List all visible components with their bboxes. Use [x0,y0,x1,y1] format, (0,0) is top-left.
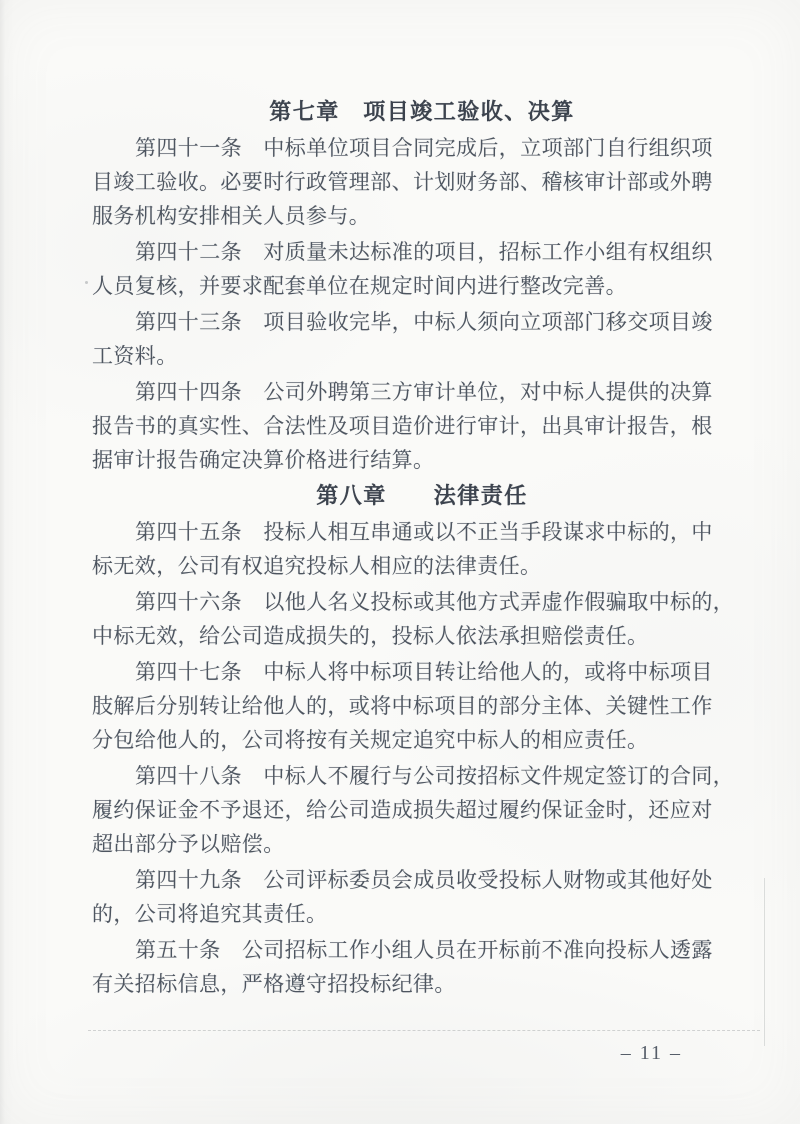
text-line: 第四十一条 中标单位项目合同完成后，立项部门自行组织项 [135,136,713,160]
text-line: 第四十六条 以他人名义投标或其他方式弄虚作假骗取中标的， [135,590,735,614]
text-line: 目竣工验收。必要时行政管理部、计划财务部、稽核审计部或外聘 [92,170,713,194]
text-line: 第四十三条 项目验收完毕，中标人须向立项部门移交项目竣 [135,310,713,334]
text-line: 第四十五条 投标人相互串通或以不正当手段谋求中标的，中 [135,520,713,544]
paragraph [92,863,714,931]
text-line: 服务机构安排相关人员参与。 [92,204,371,228]
paragraph [92,655,714,757]
text-line: 第四十九条 公司评标委员会成员收受投标人财物或其他好处 [135,868,713,892]
text-line: 第五十条 公司招标工作小组人员在开标前不准向投标人透露 [135,938,713,962]
text-line: 第四十四条 公司外聘第三方审计单位，对中标人提供的决算 [135,380,713,404]
text-line: 中标无效，给公司造成损失的，投标人依法承担赔偿责任。 [92,624,649,648]
paragraph [92,305,714,373]
text-line: 履约保证金不予退还，给公司造成损失超过履约保证金时，还应对 [92,798,713,822]
text-line: 肢解后分别转让给他人的，或将中标项目的部分主体、关键性工作 [92,694,713,718]
text-line: 超出部分予以赔偿。 [92,832,285,856]
chapter-7-heading: 第七章 项目竣工验收、决算 [269,99,575,124]
text-line: 有关招标信息，严格遵守招投标纪律。 [92,972,456,996]
paragraph [92,375,714,477]
document-body [92,93,735,1001]
scan-artifact-vertical-line [764,878,765,1046]
text-line: 的，公司将追究其责任。 [92,902,328,926]
text-line: 工资料。 [92,344,178,368]
page-number: – 11 – [620,1042,682,1064]
paragraph [92,759,735,861]
chapter-8-heading: 第八章 法律责任 [316,483,528,508]
text-line: 第四十八条 中标人不履行与公司按招标文件规定签订的合同， [135,764,735,788]
text-line: 第四十二条 对质量未达标准的项目，招标工作小组有权组织 [135,240,713,264]
paragraph [92,235,714,303]
text-line: 人员复核，并要求配套单位在规定时间内进行整改完善。 [92,274,627,298]
text-line: 标无效，公司有权追究投标人相应的法律责任。 [92,554,542,578]
paragraph [92,585,735,653]
paragraph [92,131,714,233]
scan-artifact-dashed-line [88,1030,760,1031]
text-line: 第四十七条 中标人将中标项目转让给他人的，或将中标项目 [135,660,713,684]
text-line: 据审计报告确定决算价格进行结算。 [92,448,435,472]
paragraph [92,515,714,583]
scan-speck [85,281,88,284]
text-line: 报告书的真实性、合法性及项目造价进行审计，出具审计报告，根 [92,414,713,438]
text-line: 分包给他人的，公司将按有关规定追究中标人的相应责任。 [92,728,649,752]
paragraph [92,933,714,1001]
